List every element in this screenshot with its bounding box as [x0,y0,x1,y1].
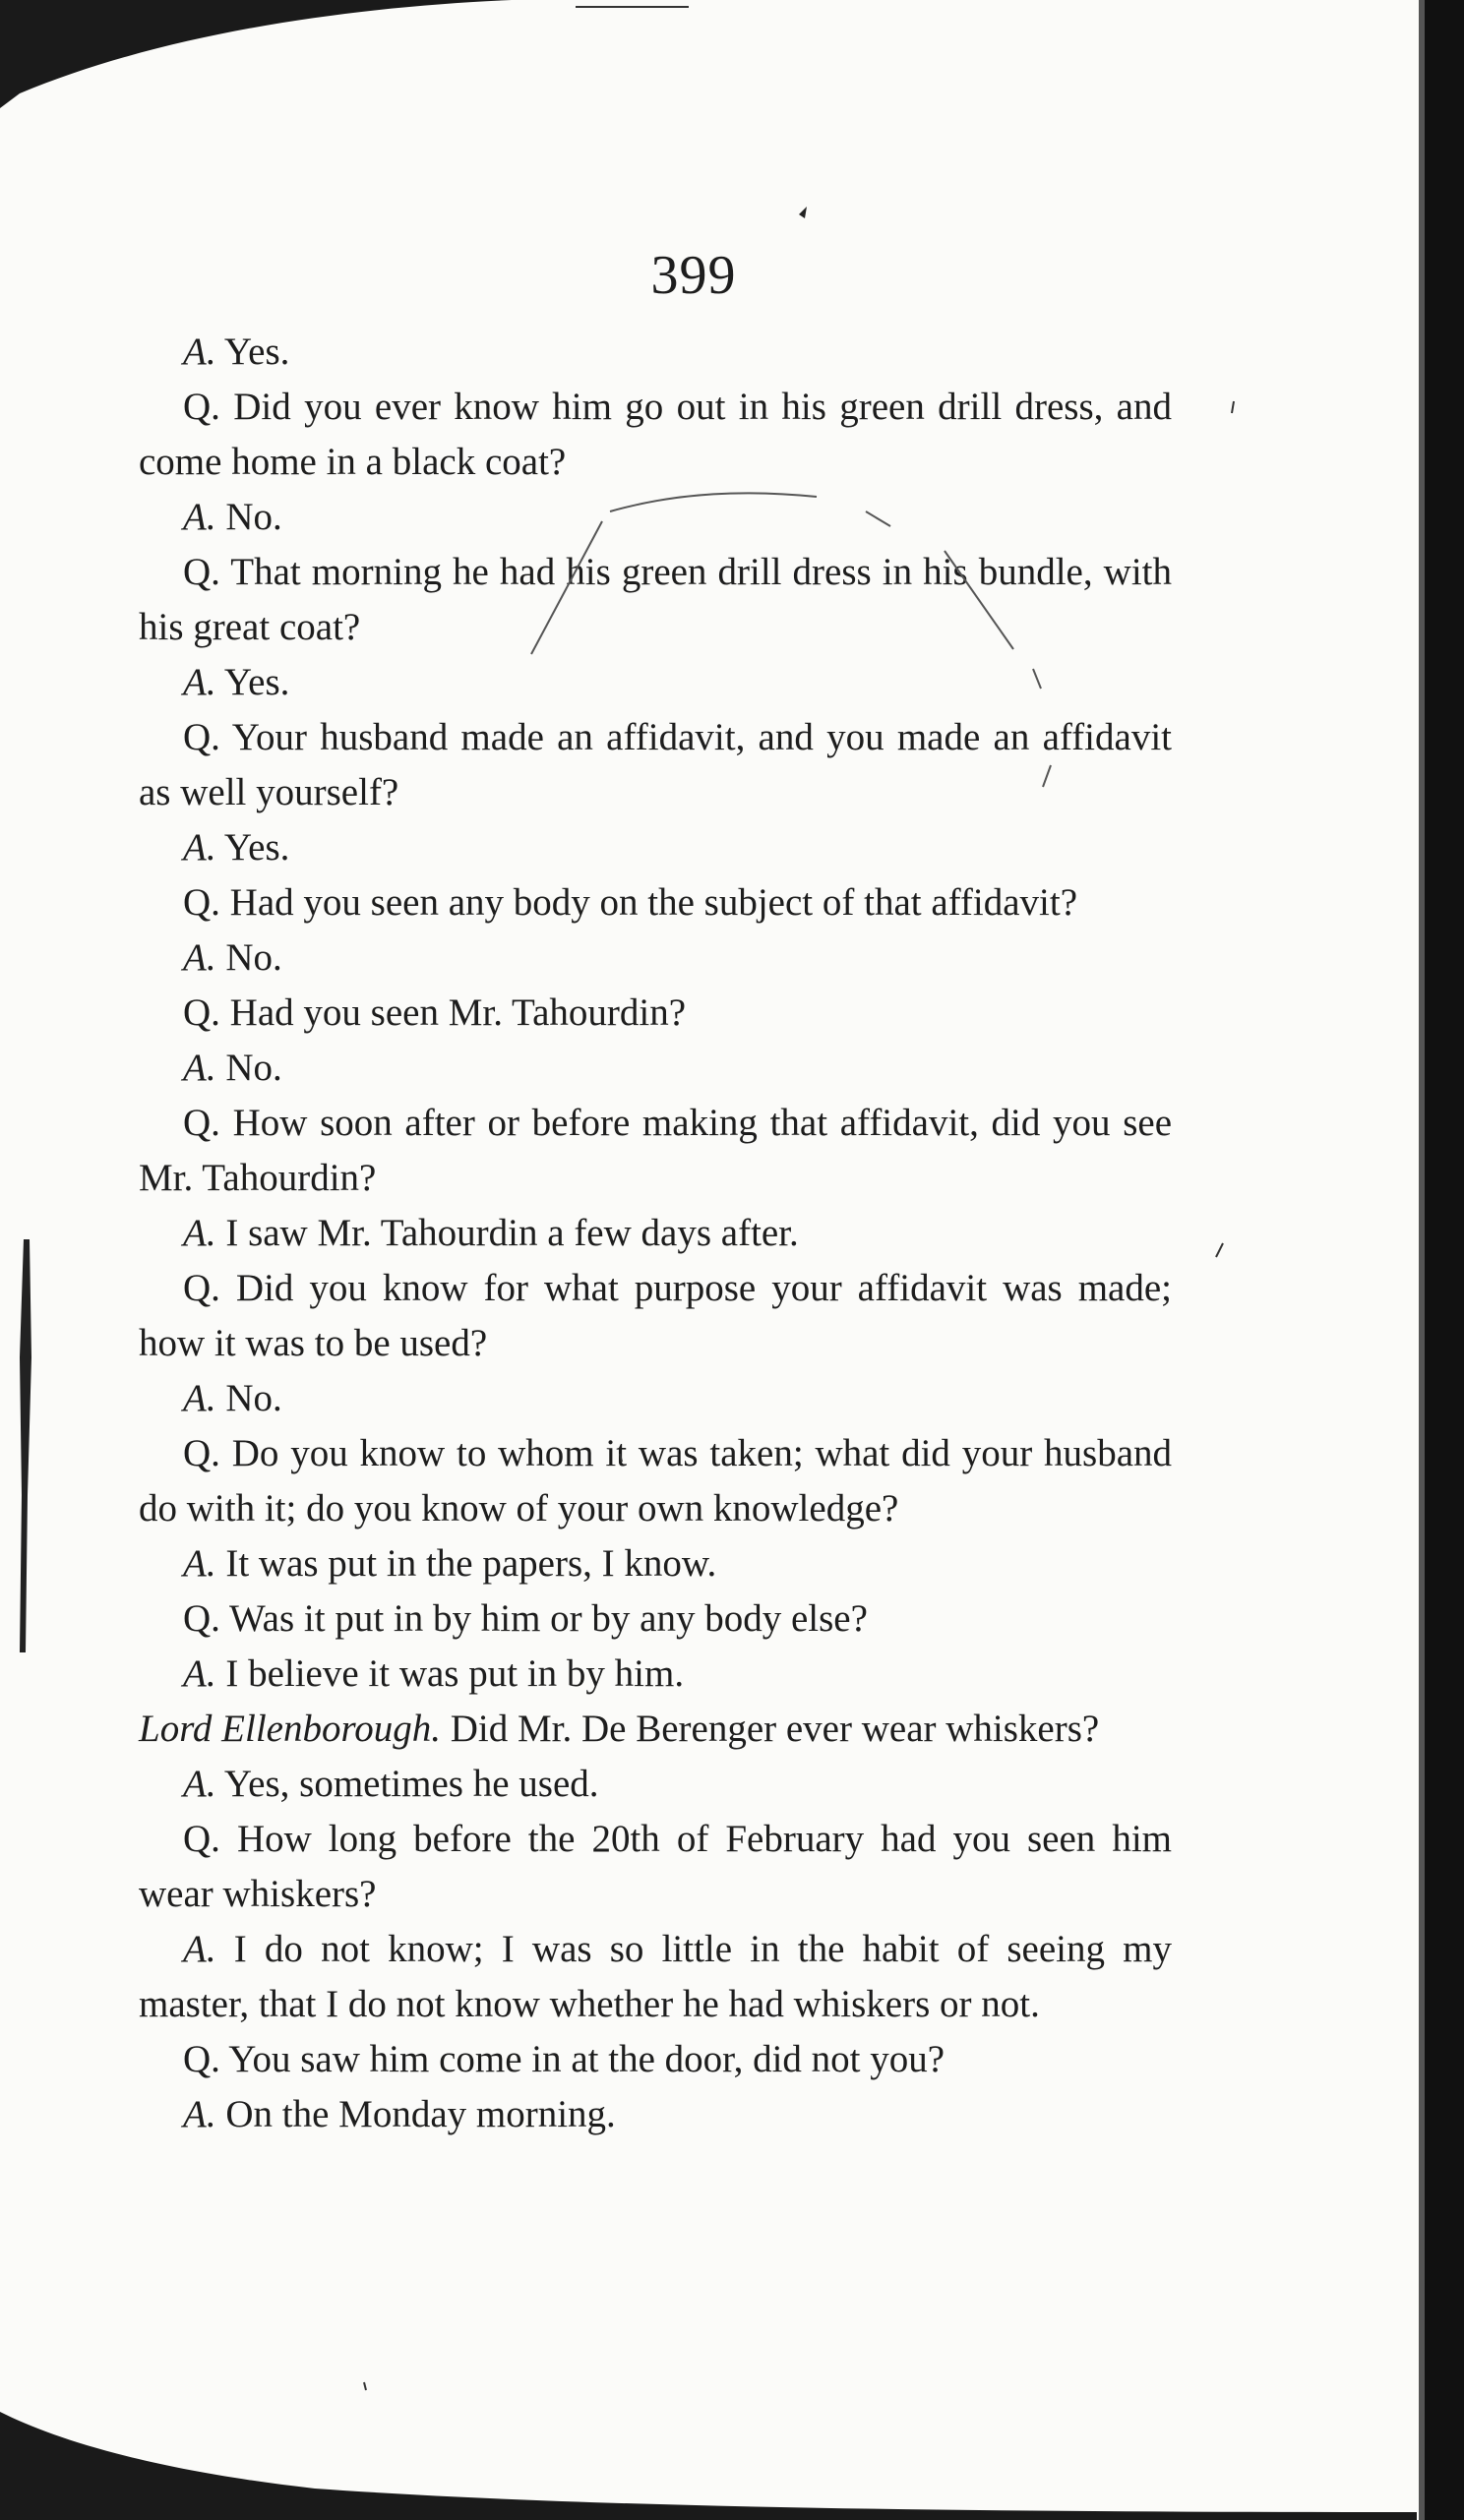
answer-paragraph [139,1041,1172,1096]
answer-paragraph [139,1536,1172,1591]
speaker-label: Q. [183,1818,220,1860]
testimony-text [139,325,1172,2142]
paragraph-text: No. [225,496,282,538]
question-paragraph [139,875,1172,930]
paragraph-text: I do not know; I was so little in the habit of seeing my master, that I do not know whether he had whiskers or not. [139,1928,1172,2025]
speaker-label: Q. [183,2038,220,2080]
paragraph-text: No. [225,1047,282,1089]
paragraph-text: Had you seen any body on the subject of that affidavit? [229,881,1078,924]
paragraph-text: You saw him come in at the door, did not you? [228,2038,946,2080]
paragraph-text: I believe it was put in by him. [225,1652,685,1695]
paragraph-text: Did you know for what purpose your affidavit was made; how it was to be used? [139,1267,1172,1364]
speaker-label: A. [183,1928,216,1970]
paragraph-text: Your husband made an affidavit, and you made an affidavit as well yourself? [139,716,1172,813]
speaker-label: Q. [183,386,220,428]
question-paragraph [139,545,1172,655]
page-number: 399 [650,245,737,306]
left-margin-mark [14,1239,39,1652]
speaker-label: A. [183,1212,216,1254]
speaker-label: A. [183,2093,216,2135]
paragraph-text: It was put in the papers, I know. [225,1542,717,1585]
paragraph-text: That morning he had his green drill dress in his bundle, with his great coat? [139,551,1173,648]
paragraph-text: Yes. [223,330,290,373]
paragraph-text: How long before the 20th of February had you seen him wear whiskers? [139,1818,1172,1915]
answer-paragraph [139,1206,1172,1261]
question-paragraph [139,986,1172,1041]
answer-paragraph [139,820,1172,875]
paragraph-text: Did Mr. De Berenger ever wear whiskers? [450,1708,1100,1750]
question-paragraph [139,1591,1172,1647]
answer-paragraph [139,325,1172,380]
speaker-label: Q. [183,1432,220,1474]
speaker-label: Q. [183,1597,220,1640]
speaker-label: A. [183,330,216,373]
question-paragraph [139,2032,1172,2087]
speaker-label: A. [183,1763,216,1805]
speaker-label: A. [183,1047,216,1089]
answer-paragraph [139,2087,1172,2142]
paragraph-text: How soon after or before making that affidavit, did you see Mr. Tahourdin? [139,1102,1173,1199]
answer-paragraph [139,1371,1172,1426]
paragraph-text: On the Monday morning. [225,2093,616,2135]
top-rule [576,6,689,8]
paragraph-text: Did you ever know him go out in his green drill dress, and come home in a black coat? [139,386,1172,483]
speaker-label: A. [183,1652,216,1695]
speaker-label: Q. [183,991,220,1034]
speaker-label: Q. [183,551,220,593]
speaker-label: Q. [183,1102,220,1144]
paragraph-text: Yes, sometimes he used. [223,1763,599,1805]
bottom-left-scan-shadow [0,2402,1417,2520]
question-paragraph [139,1261,1172,1371]
paragraph-text: Do you know to whom it was taken; what did your husband do with it; do you know of your own knowledge? [139,1432,1172,1530]
answer-paragraph [139,930,1172,986]
speaker-label: A. [183,496,216,538]
paragraph-text: Had you seen Mr. Tahourdin? [229,991,687,1034]
paragraph-text: No. [225,1377,282,1419]
question-paragraph [139,1096,1172,1206]
speaker-label: A. [183,661,216,703]
speaker-label: Q. [183,1267,220,1309]
speaker-label: A. [183,1542,216,1585]
question-paragraph [139,380,1172,490]
paragraph-text: Yes. [223,661,290,703]
speaker-paragraph [139,1702,1172,1757]
question-paragraph [139,1812,1172,1922]
paragraph-text: Yes. [223,826,290,869]
top-left-scan-shadow [0,0,512,118]
paragraph-text: I saw Mr. Tahourdin a few days after. [225,1212,799,1254]
page-right-edge [1425,0,1464,2520]
answer-paragraph [139,1757,1172,1812]
speaker-label: A. [183,936,216,979]
speaker-label: A. [183,826,216,869]
speaker-label: A. [183,1377,216,1419]
speaker-label: Q. [183,881,220,924]
question-paragraph [139,710,1172,820]
answer-paragraph [139,1922,1172,2032]
answer-paragraph [139,1647,1172,1702]
paragraph-text: Was it put in by him or by any body else? [228,1597,868,1640]
answer-paragraph [139,655,1172,710]
question-paragraph [139,1426,1172,1536]
speaker-label: Q. [183,716,220,758]
paragraph-text: No. [225,936,282,979]
answer-paragraph [139,490,1172,545]
speaker-label: Lord Ellenborough. [139,1708,441,1750]
